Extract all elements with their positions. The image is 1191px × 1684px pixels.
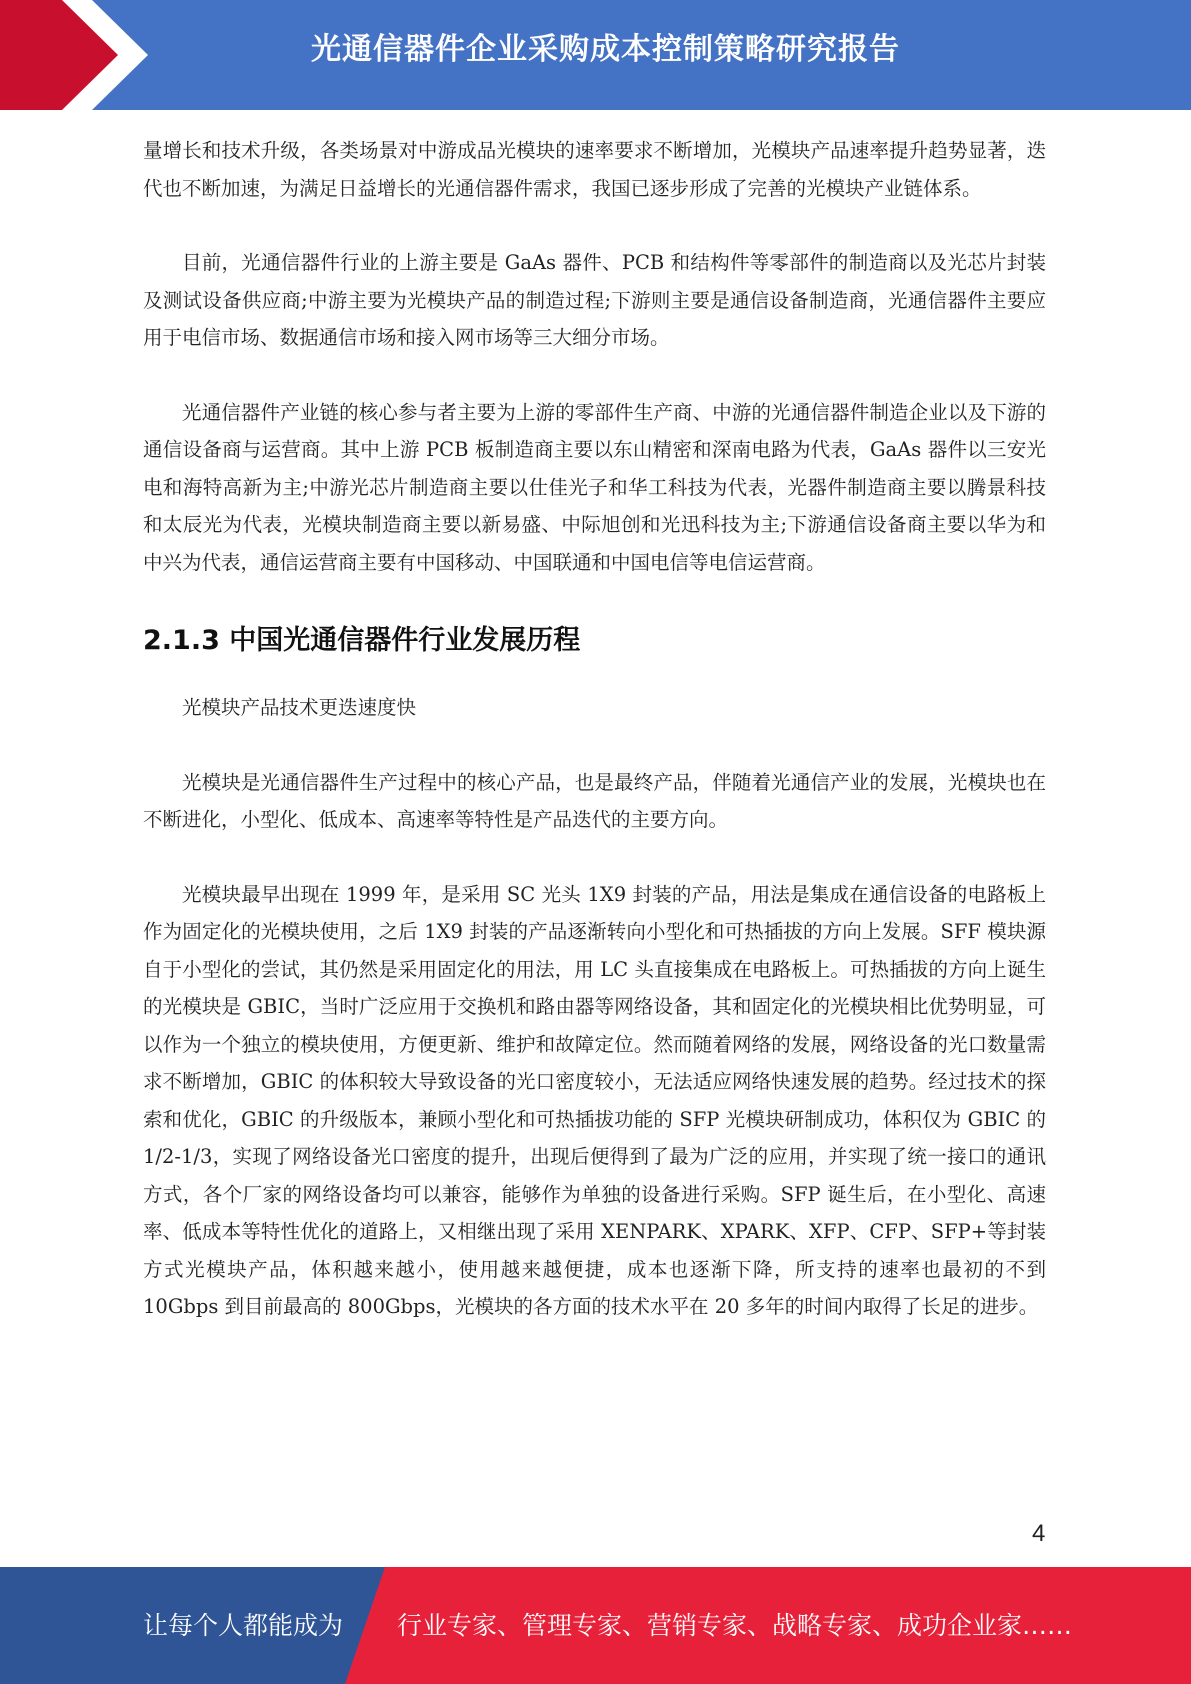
- paragraph-subtitle: 光模块产品技术更迭速度快: [182, 696, 417, 719]
- paragraph-module-history: 光模块最早出现在 1999 年，是采用 SC 光头 1X9 封装的产品，用法是集成在通信设备的电路板上作为固定化的光模块使用，之后 1X9 封装的产品逐渐转向小型化和可热插拔的方向上发展。SFF 模块源自于小型化的尝试，其仍然是采用固定化的用法，用 LC 头直接集成在电路板上。可热插拔的方向上诞生的光模块是 GBIC，当时广泛应用于交换机和路由器等网络设备，其和固定化的光模块相比优势明显，可以作为一个独立的模块使用，方便更新、维护和故障定位。然而随着网络的发展，网络设备的光口数量需求不断增加，GBIC 的体积较大导致设备的光口密度较小，无法适应网络快速发展的趋势。经过技术的探索和优化，GBIC 的升级版本，兼顾小型化和可热插拔功能的 SFP 光模块研制成功，体积仅为 GBIC 的 1/2-1/3，实现了网络设备光口密度的提升，出现后便得到了最为广泛的应用，并实现了统一接口的通讯方式，各个厂家的网络设备均可以兼容，能够作为单独的设备进行采购。SFP 诞生后，在小型化、高速率、低成本等特性优化的道路上，又相继出现了采用 XENPARK、XPARK、XFP、CFP、SFP+等封装方式光模块产品，体积越来越小，使用越来越便捷，成本也逐渐下降，所支持的速率也最初的不到 10Gbps 到目前最高的 800Gbps，光模块的各方面的技术水平在 20 多年的时间内取得了长足的进步。: [143, 882, 1046, 1318]
- report-title: 光通信器件企业采购成本控制策略研究报告: [311, 32, 900, 67]
- section-heading: 2.1.3 中国光通信器件行业发展历程: [143, 625, 581, 656]
- paragraph-core-participants: 光通信器件产业链的核心参与者主要为上游的零部件生产商、中游的光通信器件制造企业以及下游的通信设备商与运营商。其中上游 PCB 板制造商主要以东山精密和深南电路为代表，GaAs 器件以三安光电和海特高新为主;中游光芯片制造商主要以仕佳光子和华工科技为代表，光器件制造商主要以腾景科技和太辰光为代表，光模块制造商主要以新易盛、中际旭创和光迅科技为主;下游通信设备商主要以华为和中兴为代表，通信运营商主要有中国移动、中国联通和中国电信等电信运营商。: [143, 400, 1046, 574]
- paragraph-industry-chain-intro: 量增长和技术升级，各类场景对中游成品光模块的速率要求不断增加，光模块产品速率提升趋势显著，迭代也不断加速，为满足日益增长的光通信器件需求，我国已逐步形成了完善的光模块产业链体系。: [143, 139, 1046, 200]
- page-header: [0, 0, 1191, 110]
- page-footer: [0, 1567, 1191, 1684]
- footer-slogan-right: 行业专家、管理专家、营销专家、战略专家、成功企业家……: [397, 1611, 1073, 1640]
- page-number: 4: [1032, 1520, 1046, 1547]
- document-body: [143, 132, 1046, 1363]
- footer-slogan-left: 让每个人都能成为: [143, 1611, 344, 1640]
- paragraph-upstream-midstream: 目前，光通信器件行业的上游主要是 GaAs 器件、PCB 和结构件等零部件的制造商以及光芯片封装及测试设备供应商;中游主要为光模块产品的制造过程;下游则主要是通信设备制造商，光通信器件主要应用于电信市场、数据通信市场和接入网市场等三大细分市场。: [143, 251, 1046, 349]
- paragraph-core-product: 光模块是光通信器件生产过程中的核心产品，也是最终产品，伴随着光通信产业的发展，光模块也在不断进化，小型化、低成本、高速率等特性是产品迭代的主要方向。: [143, 770, 1046, 831]
